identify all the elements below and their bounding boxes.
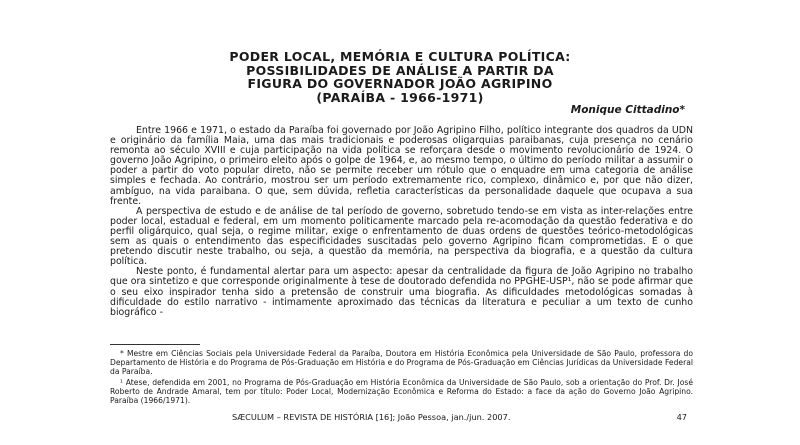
page-footer [232, 412, 687, 422]
body-paragraph: Entre 1966 e 1971, o estado da Paraíba foi governado por João Agripino Filho, político integrante dos quadros da UDN e originário da família Maia, uma das mais tradicionais e poderosas oligarquias paraibanas, cuja presença no cenário remonta ao século XVIII e cuja participação na vida política se reforçara desde o movimento revolucionário de 1924. O governo João Agripino, o primeiro eleito após o golpe de 1964, e, ao mesmo tempo, o último do período militar a assumir o poder a partir do voto popular direto, não se permite receber um rótulo que o enquadre em uma categoria de análise simples e fechada. Ao contrário, mostrou ser um período extremamente rico, complexo, dinâmico e, por que não dizer, ambíguo, na vida paraibana. O que, sem dúvida, refletia características da personalidade daquele que ocupava a sua frente. [110, 125, 693, 207]
article-body [110, 126, 693, 318]
footnotes [110, 349, 693, 407]
footnote-divider [110, 344, 200, 345]
footnote: ¹ Atese, defendida em 2001, no Programa de Pós-Graduação em História Econômica da Universidade de São Paulo, sob a orientação do Prof. Dr. José Roberto de Andrade Amaral, tem por título: Poder Local, Modernização Econômica e Reforma do Estado: a face da ação do Governo João Agripino. Paraíba (1966/1971). [110, 378, 693, 405]
title-line: PODER LOCAL, MEMÓRIA E CULTURA POLÍTICA: [229, 49, 571, 64]
body-paragraph: Neste ponto, é fundamental alertar para um aspecto: apesar da centralidade da figura de João Agripino no trabalho que ora sintetizo e que corresponde originalmente à tese de doutorado defendida no PPGHE-USP¹, não se pode afirmar que o seu eixo inspirador tenha sido a pretensão de construir uma biografia. As dificuldades metodológicas somadas à dificuldade do estilo narrativo - intimamente aproximado das técnicas da literatura e peculiar a um texto de cunho biográfico - [110, 266, 693, 318]
title-line: FIGURA DO GOVERNADOR JOÃO AGRIPINO [247, 76, 553, 91]
journal-citation: SÆCULUM – REVISTA DE HISTÓRIA [16]; João Pessoa, jan./jun. 2007. [232, 412, 511, 422]
body-paragraph: A perspectiva de estudo e de análise de tal período de governo, sobretudo tendo-se em vista as inter-relações entre poder local, estadual e federal, em um momento politicamente marcado pela re-acomodação da questão federativa e do perfil oligárquico, qual seja, o regime militar, exige o enfrentamento de duas ordens de questões teórico-metodológicas sem as quais o entendimento das especificidades suscitadas pelo governo Agripino ficam comprometidas. E o que pretendo discutir neste trabalho, ou seja, a questão da memória, na perspectiva da biografia, e a questão da cultura política. [110, 205, 693, 268]
author-name: Monique Cittadino* [570, 104, 685, 116]
footnote: * Mestre em Ciências Sociais pela Universidade Federal da Paraíba, Doutora em História Econômica pela Universidade de São Paulo, professora do Departamento de História e do Programa de Pós-Graduação em História e do Programa de Pós-Graduação em Ciências Jurídicas da Universidade Federal da Paraíba. [110, 349, 693, 376]
page-number: 47 [676, 412, 687, 422]
article-title [120, 50, 680, 104]
title-line: POSSIBILIDADES DE ANÁLISE A PARTIR DA [246, 62, 554, 78]
title-line: (PARAÍBA - 1966-1971) [316, 89, 484, 105]
